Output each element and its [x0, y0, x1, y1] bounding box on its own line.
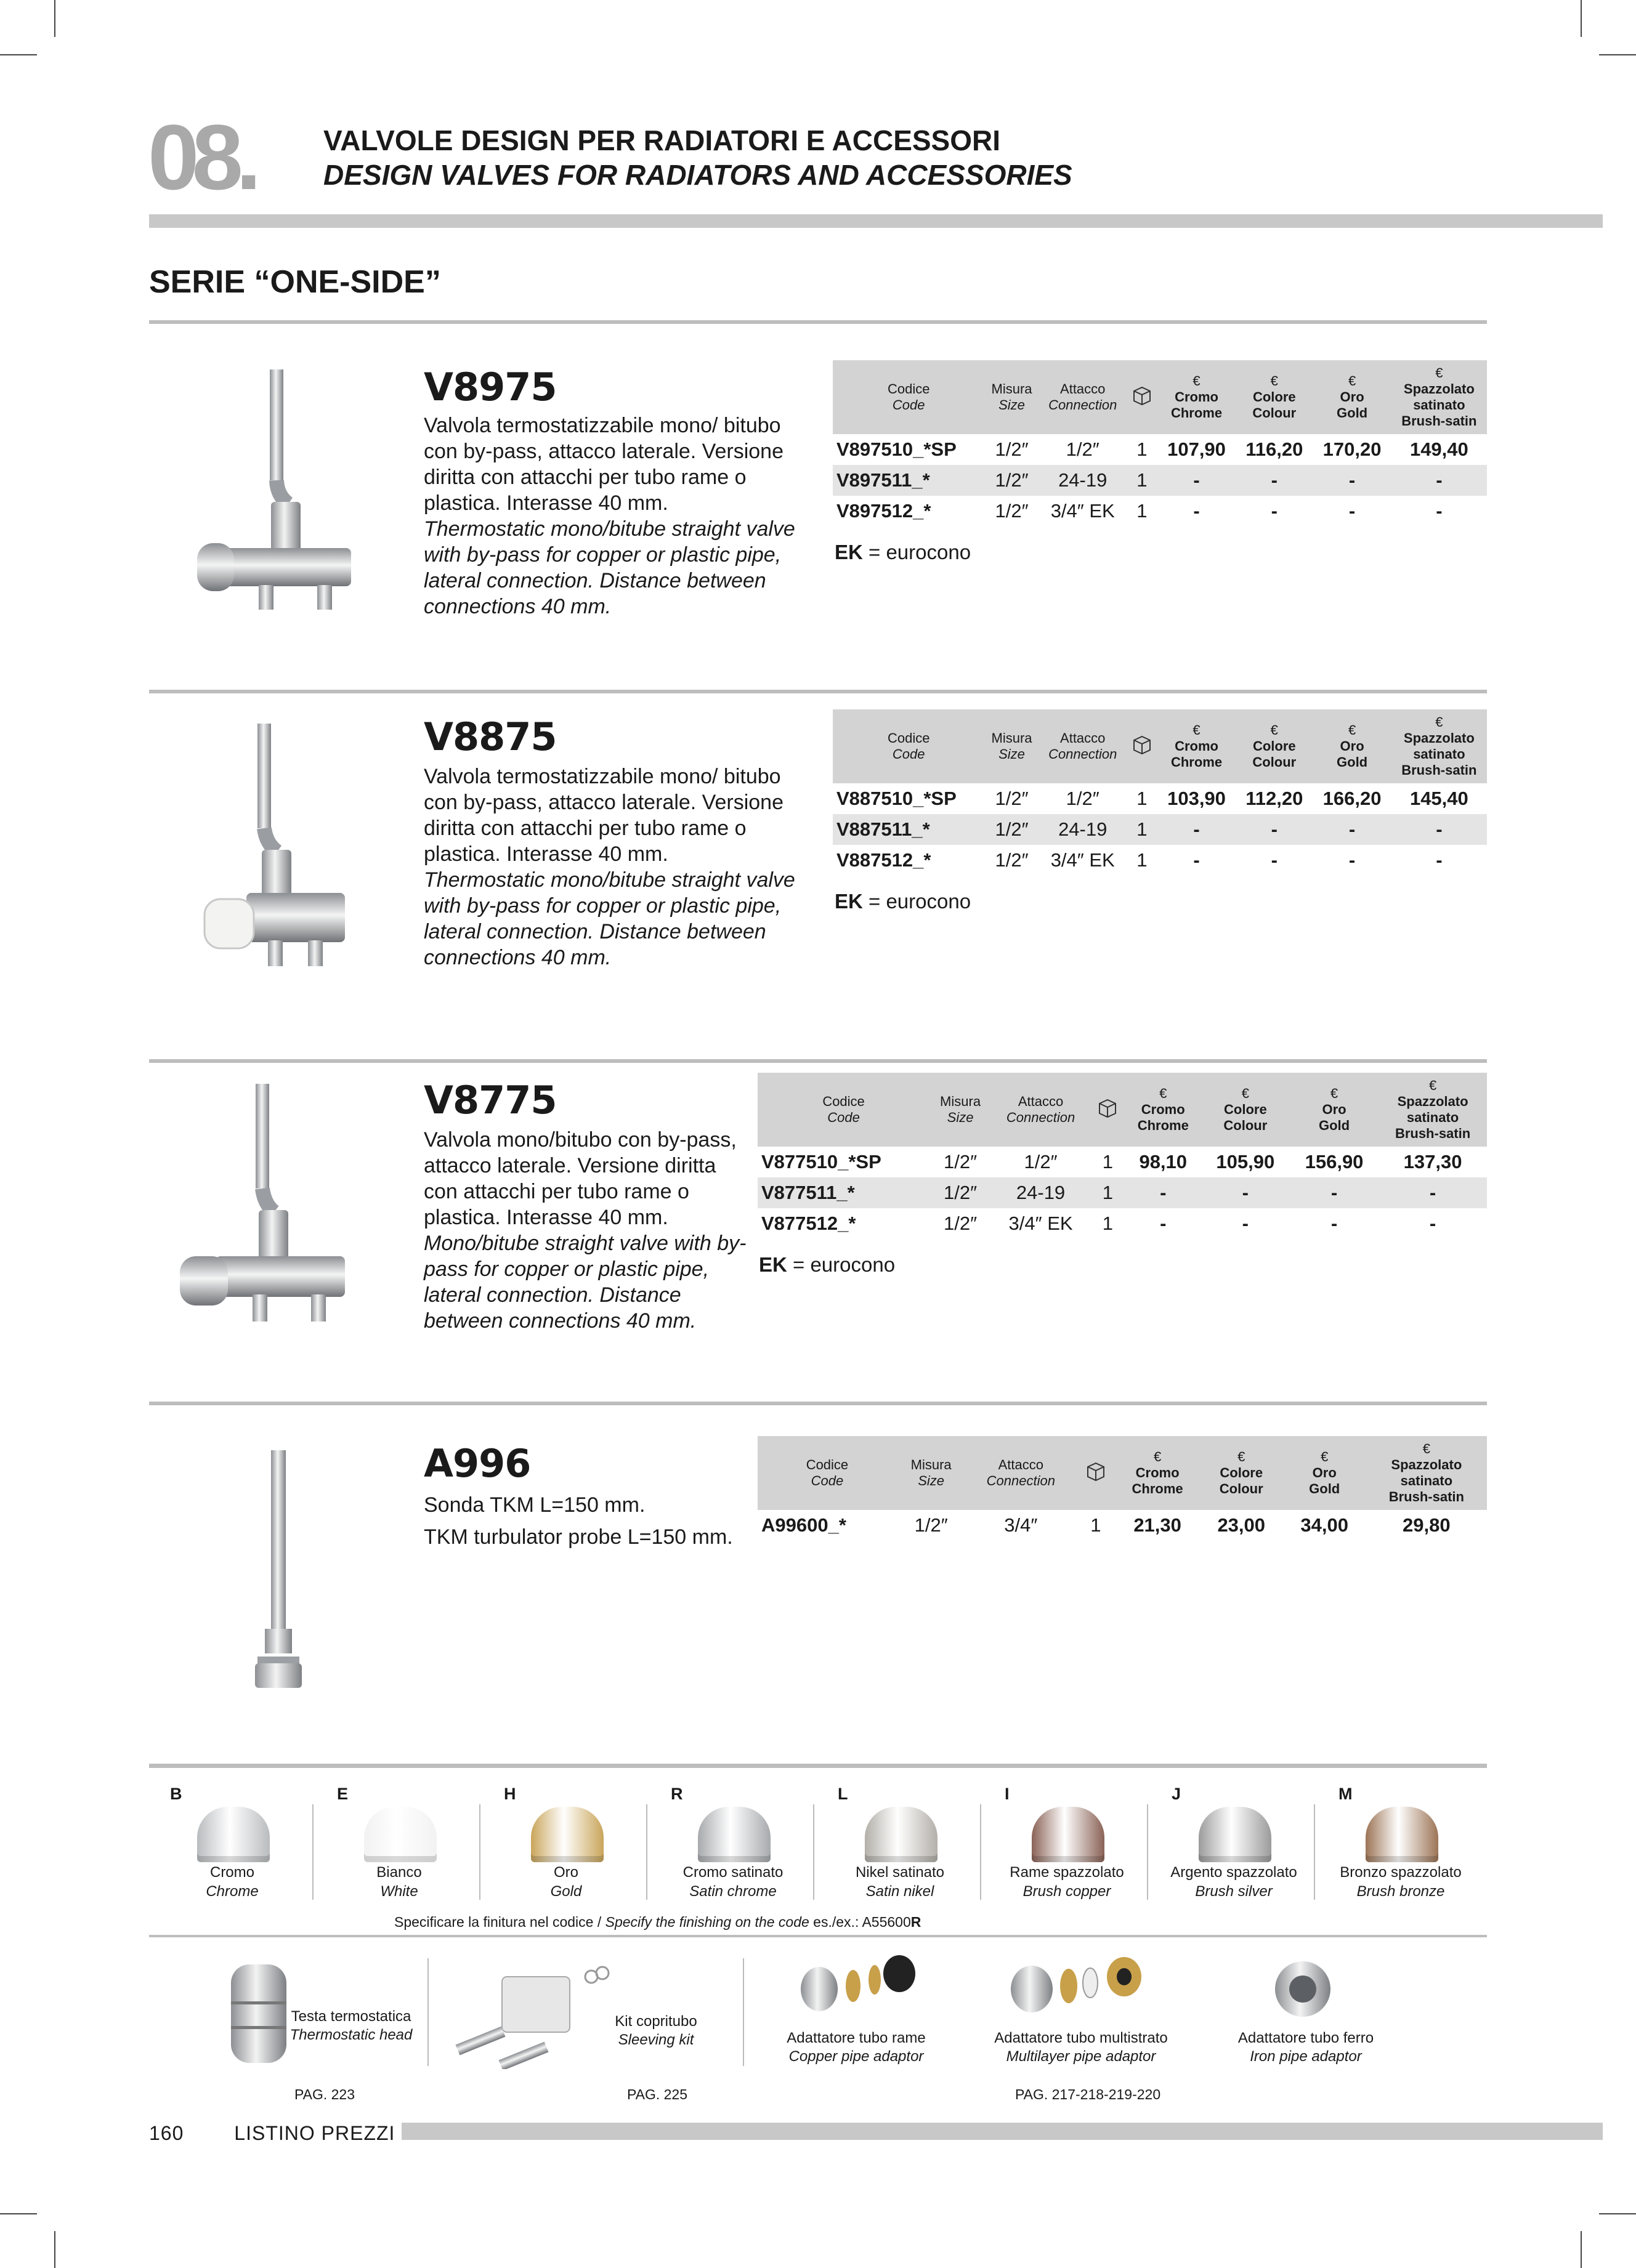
col-connection: Attacco Connection	[991, 1073, 1090, 1147]
finish-cap-image	[364, 1807, 437, 1862]
product-description	[424, 764, 800, 971]
accessory-copper-adaptor: Adattatore tubo rame Copper pipe adaptor	[787, 2030, 926, 2065]
cell-size: 1/2″	[944, 1151, 978, 1172]
product-code: V8775	[424, 1078, 557, 1123]
cell-price-chrome: 98,10	[1139, 1151, 1188, 1172]
table-row	[833, 783, 1487, 814]
cell-qty: 1	[1090, 1514, 1101, 1536]
finish-cap-image	[1366, 1807, 1438, 1862]
cell-qty: 1	[1127, 814, 1157, 845]
crop-mark	[1599, 54, 1636, 55]
finish-swatch	[984, 1785, 1150, 1902]
cell-price-brush-satin: -	[1391, 465, 1487, 496]
finish-swatch	[650, 1785, 816, 1902]
finishes-divider	[149, 1764, 1487, 1768]
finish-label: Bianco White	[376, 1864, 422, 1900]
cell-price-chrome: -	[1193, 849, 1200, 871]
page-ref: PAG. 225	[627, 2086, 688, 2102]
cell-size: 1/2″	[995, 788, 1029, 809]
cell-price-colour: 105,90	[1216, 1151, 1275, 1172]
finish-letter: M	[1338, 1785, 1353, 1803]
cell-size: 1/2″	[995, 849, 1029, 871]
cell-price-gold: -	[1313, 814, 1391, 845]
col-connection: Attacco Connection	[965, 1436, 1076, 1510]
box-icon	[1132, 734, 1152, 755]
finish-swatch	[1151, 1785, 1317, 1902]
description-it: Valvola termostatizzabile mono/ bitubo con by-pass, attacco laterale. Versione diritta con attacchi per tubo rame o plastica. Interasse 40 mm.	[424, 765, 784, 866]
cell-price-brush-satin: 137,30	[1403, 1151, 1462, 1172]
cell-qty: 1	[1102, 1151, 1114, 1172]
cell-price-chrome: -	[1157, 814, 1236, 845]
cell-qty: 1	[1127, 465, 1157, 496]
price-table	[833, 360, 1487, 527]
finish-label: Argento spazzolato Brush silver	[1170, 1864, 1297, 1900]
col-connection: Attacco Connection	[1039, 360, 1127, 434]
col-gold: € Oro Gold	[1313, 709, 1391, 783]
cell-price-colour: -	[1236, 814, 1313, 845]
finish-separator	[479, 1804, 480, 1900]
cell-price-colour: 23,00	[1217, 1514, 1266, 1536]
cell-size: 1/2″	[929, 1177, 991, 1208]
cell-code: V897512_*	[836, 500, 931, 522]
price-table	[758, 1073, 1487, 1239]
description-en: Mono/bitube straight valve with by-pass for copper or plastic pipe, lateral connection. Distance between connections 40 mm.	[424, 1232, 747, 1333]
accessory-sleeving-kit: Kit copritubo Sleeving kit	[615, 2013, 697, 2048]
cell-price-chrome: 103,90	[1167, 788, 1226, 809]
accessory-thermostatic-head: Testa termostatica Thermostatic head	[290, 2008, 413, 2043]
cell-price-brush-satin: 29,80	[1403, 1514, 1451, 1536]
cell-code: V887510_*SP	[836, 788, 957, 809]
finish-separator	[1314, 1804, 1315, 1900]
col-chrome: € Cromo Chrome	[1115, 1436, 1199, 1510]
cell-size: 1/2″	[914, 1514, 948, 1536]
cell-price-brush-satin: -	[1436, 849, 1443, 871]
valve-image-v8775	[172, 1078, 370, 1349]
box-icon	[1097, 1097, 1118, 1118]
cell-price-brush-satin: 149,40	[1409, 438, 1468, 460]
finish-letter: B	[170, 1785, 182, 1803]
product-description	[424, 1127, 750, 1334]
cell-price-brush-satin: 145,40	[1409, 788, 1468, 809]
cell-code: A99600_*	[761, 1514, 846, 1536]
cell-price-colour: -	[1236, 465, 1313, 496]
finish-cap-image	[865, 1807, 937, 1862]
footer-bar	[402, 2123, 1603, 2140]
cell-size: 1/2″	[984, 814, 1039, 845]
col-brush-satin: € Spazzolato satinato Brush-satin	[1366, 1436, 1487, 1510]
price-table	[758, 1436, 1487, 1541]
sleeving-kit-image	[443, 1964, 616, 2069]
page-footer	[149, 2122, 395, 2145]
price-table	[833, 709, 1487, 876]
ek-note: EK = eurocono	[835, 890, 971, 913]
finish-label: Bronzo spazzolato Brush bronze	[1340, 1864, 1462, 1900]
finish-separator	[312, 1804, 314, 1900]
col-colour: € Colore Colour	[1200, 1436, 1283, 1510]
cell-price-gold: 156,90	[1305, 1151, 1364, 1172]
col-pack	[1076, 1436, 1115, 1510]
cell-price-brush-satin: -	[1379, 1177, 1487, 1208]
header-bar	[149, 214, 1603, 228]
crop-mark	[54, 0, 55, 37]
ek-note: EK = eurocono	[759, 1253, 896, 1276]
cell-size: 1/2″	[995, 500, 1029, 522]
finish-cap-image	[197, 1807, 270, 1862]
product-code: V8975	[424, 365, 557, 410]
cell-price-chrome: -	[1125, 1177, 1201, 1208]
finish-spec-note: Specificare la finitura nel codice / Specify the finishing on the code es./ex.: A55600R	[394, 1914, 921, 1930]
cell-price-gold: 166,20	[1322, 788, 1382, 809]
crop-mark	[0, 54, 37, 55]
table-row	[833, 465, 1487, 496]
finish-swatch	[1318, 1785, 1484, 1902]
section-divider	[149, 1059, 1487, 1063]
product-code: V8875	[424, 714, 557, 759]
cell-price-colour: -	[1242, 1213, 1249, 1234]
cell-qty: 1	[1102, 1213, 1114, 1234]
finish-separator	[980, 1804, 981, 1900]
cell-qty: 1	[1136, 500, 1148, 522]
cell-connection: 24-19	[1039, 465, 1127, 496]
cell-price-gold: 34,00	[1300, 1514, 1348, 1536]
col-chrome: € Cromo Chrome	[1157, 360, 1236, 434]
finish-label: Oro Gold	[550, 1864, 582, 1900]
probe-image-a996	[234, 1444, 320, 1703]
accessory-multilayer-adaptor: Adattatore tubo multistrato Multilayer pipe adaptor	[994, 2030, 1168, 2065]
page-number: 160	[149, 2122, 184, 2144]
chapter-title-en: DESIGN VALVES FOR RADIATORS AND ACCESSORIES	[323, 159, 1072, 191]
box-icon	[1132, 385, 1152, 406]
cell-price-colour: -	[1271, 849, 1278, 871]
description-en: TKM turbulator probe L=150 mm.	[424, 1525, 733, 1549]
finish-swatch	[817, 1785, 983, 1902]
col-size: Misura Size	[984, 709, 1039, 783]
finish-separator	[1147, 1804, 1148, 1900]
col-pack	[1127, 360, 1157, 434]
thermostatic-head-image	[225, 1958, 293, 2069]
description-en: Thermostatic mono/bitube straight valve with by-pass for copper or plastic pipe, lateral connection. Distance between connections 40 mm.	[424, 517, 795, 618]
cell-connection: 24-19	[991, 1177, 1090, 1208]
cell-price-colour: 116,20	[1245, 438, 1303, 460]
accessory-separator	[427, 1958, 429, 2066]
cell-connection: 3/4″ EK	[1008, 1213, 1073, 1234]
finish-label: Cromo satinato Satin chrome	[682, 1864, 784, 1900]
accessory-separator	[743, 1958, 744, 2066]
finish-letter: E	[337, 1785, 349, 1803]
cell-size: 1/2″	[995, 438, 1029, 460]
col-colour: € Colore Colour	[1236, 360, 1313, 434]
cell-price-colour: -	[1201, 1177, 1290, 1208]
finish-label: Nikel satinato Satin nikel	[855, 1864, 945, 1900]
crop-mark	[1581, 2231, 1582, 2268]
table-row	[833, 845, 1487, 876]
col-gold: € Oro Gold	[1283, 1436, 1366, 1510]
page-ref: PAG. 223	[294, 2086, 355, 2102]
col-chrome: € Cromo Chrome	[1125, 1073, 1201, 1147]
table-row	[833, 434, 1487, 465]
description-it: Sonda TKM L=150 mm.	[424, 1493, 646, 1517]
description-en: Thermostatic mono/bitube straight valve with by-pass for copper or plastic pipe, lateral connection. Distance between connections 40 mm.	[424, 868, 795, 969]
col-code: Codice Code	[758, 1436, 897, 1510]
col-brush-satin: € Spazzolato satinato Brush-satin	[1379, 1073, 1487, 1147]
chapter-title	[323, 123, 1072, 192]
cell-price-brush-satin: -	[1436, 500, 1443, 522]
finish-swatch	[149, 1785, 315, 1902]
finish-swatch	[316, 1785, 482, 1902]
ek-note: EK = eurocono	[835, 541, 971, 563]
cell-connection: 3/4″	[1004, 1514, 1038, 1536]
col-chrome: € Cromo Chrome	[1157, 709, 1236, 783]
cell-connection: 1/2″	[1066, 438, 1099, 460]
cell-qty: 1	[1136, 849, 1148, 871]
cell-qty: 1	[1090, 1177, 1125, 1208]
chapter-number: 08.	[148, 105, 254, 209]
crop-mark	[0, 2213, 37, 2214]
finish-swatch	[483, 1785, 649, 1902]
col-size: Misura Size	[984, 360, 1039, 434]
finishes-bottom-divider	[149, 1935, 1487, 1937]
cell-connection: 3/4″ EK	[1050, 500, 1115, 522]
cell-connection: 1/2″	[1066, 788, 1099, 809]
cell-code: V887512_*	[836, 849, 931, 871]
valve-image-v8975	[185, 363, 370, 647]
product-code: A996	[424, 1441, 531, 1486]
cell-qty: 1	[1136, 438, 1148, 460]
col-gold: € Oro Gold	[1290, 1073, 1379, 1147]
table-row	[833, 496, 1487, 527]
series-title: SERIE “ONE-SIDE”	[149, 264, 441, 300]
col-colour: € Colore Colour	[1236, 709, 1313, 783]
cell-size: 1/2″	[984, 465, 1039, 496]
cell-connection: 3/4″ EK	[1050, 849, 1115, 871]
col-code: Codice Code	[833, 709, 984, 783]
cell-price-colour: 112,20	[1245, 788, 1303, 809]
finish-cap-image	[698, 1807, 771, 1862]
table-row	[758, 1177, 1487, 1208]
cell-code: V897511_*	[833, 465, 984, 496]
cell-qty: 1	[1136, 788, 1148, 809]
box-icon	[1085, 1461, 1106, 1482]
chapter-title-it: VALVOLE DESIGN PER RADIATORI E ACCESSORI	[323, 124, 1001, 156]
finish-cap-image	[531, 1807, 604, 1862]
cell-connection: 1/2″	[1024, 1151, 1058, 1172]
table-row	[758, 1510, 1487, 1541]
cell-price-gold: 170,20	[1322, 438, 1382, 460]
table-row	[758, 1208, 1487, 1239]
cell-price-chrome: -	[1160, 1213, 1167, 1234]
cell-price-gold: -	[1290, 1177, 1379, 1208]
iron-adaptor-image	[1269, 1958, 1337, 2020]
cell-price-gold: -	[1348, 500, 1356, 522]
finish-letter: I	[1005, 1785, 1010, 1803]
finish-cap-image	[1032, 1807, 1104, 1862]
cell-price-brush-satin: -	[1429, 1213, 1436, 1234]
col-brush-satin: € Spazzolato satinato Brush-satin	[1391, 360, 1487, 434]
cell-code: V877510_*SP	[761, 1151, 881, 1172]
footer-label: LISTINO PREZZI	[234, 2122, 395, 2144]
cell-price-chrome: -	[1157, 465, 1236, 496]
cell-connection: 24-19	[1039, 814, 1127, 845]
col-size: Misura Size	[897, 1436, 966, 1510]
cell-price-colour: -	[1271, 500, 1278, 522]
cell-price-gold: -	[1330, 1213, 1338, 1234]
cell-size: 1/2″	[944, 1213, 978, 1234]
col-colour: € Colore Colour	[1201, 1073, 1290, 1147]
product-description	[424, 1489, 756, 1553]
product-description	[424, 413, 800, 619]
crop-mark	[1599, 2213, 1636, 2214]
valve-image-v8875	[185, 717, 370, 976]
section-divider	[149, 320, 1487, 324]
cell-code: V897510_*SP	[836, 438, 957, 460]
cell-price-chrome: 21,30	[1133, 1514, 1181, 1536]
description-it: Valvola termostatizzabile mono/ bitubo con by-pass, attacco laterale. Versione diritta con attacchi per tubo rame o plastica. Interasse 40 mm.	[424, 414, 784, 515]
col-gold: € Oro Gold	[1313, 360, 1391, 434]
finish-letter: L	[838, 1785, 848, 1803]
finish-cap-image	[1199, 1807, 1271, 1862]
finish-label: Cromo Chrome	[206, 1864, 259, 1900]
crop-mark	[54, 2231, 55, 2268]
col-connection: Attacco Connection	[1039, 709, 1127, 783]
section-divider	[149, 1402, 1487, 1405]
finish-separator	[813, 1804, 814, 1900]
copper-adaptor-image	[795, 1952, 930, 2020]
page-ref: PAG. 217-218-219-220	[1015, 2086, 1161, 2102]
table-row	[833, 814, 1487, 845]
cell-price-gold: -	[1313, 465, 1391, 496]
finish-letter: R	[671, 1785, 683, 1803]
cell-code: V877511_*	[758, 1177, 929, 1208]
col-size: Misura Size	[929, 1073, 991, 1147]
finish-separator	[646, 1804, 647, 1900]
finish-letter: H	[504, 1785, 516, 1803]
cell-code: V887511_*	[833, 814, 984, 845]
finish-label: Rame spazzolato Brush copper	[1010, 1864, 1124, 1900]
cell-code: V877512_*	[761, 1213, 856, 1234]
accessory-iron-adaptor: Adattatore tubo ferro Iron pipe adaptor	[1237, 2030, 1374, 2065]
col-code: Codice Code	[833, 360, 984, 434]
finish-letter: J	[1172, 1785, 1181, 1803]
cell-price-brush-satin: -	[1391, 814, 1487, 845]
cell-price-chrome: -	[1193, 500, 1200, 522]
section-divider	[149, 690, 1487, 693]
col-pack	[1127, 709, 1157, 783]
col-pack	[1090, 1073, 1125, 1147]
multilayer-adaptor-image	[1004, 1952, 1164, 2020]
table-row	[758, 1147, 1487, 1177]
cell-price-chrome: 107,90	[1167, 438, 1226, 460]
cell-price-gold: -	[1348, 849, 1356, 871]
crop-mark	[1581, 0, 1582, 37]
col-code: Codice Code	[758, 1073, 929, 1147]
col-brush-satin: € Spazzolato satinato Brush-satin	[1391, 709, 1487, 783]
description-it: Valvola mono/bitubo con by-pass, attacco laterale. Versione diritta con attacchi per tubo rame o plastica. Interasse 40 mm.	[424, 1128, 737, 1229]
